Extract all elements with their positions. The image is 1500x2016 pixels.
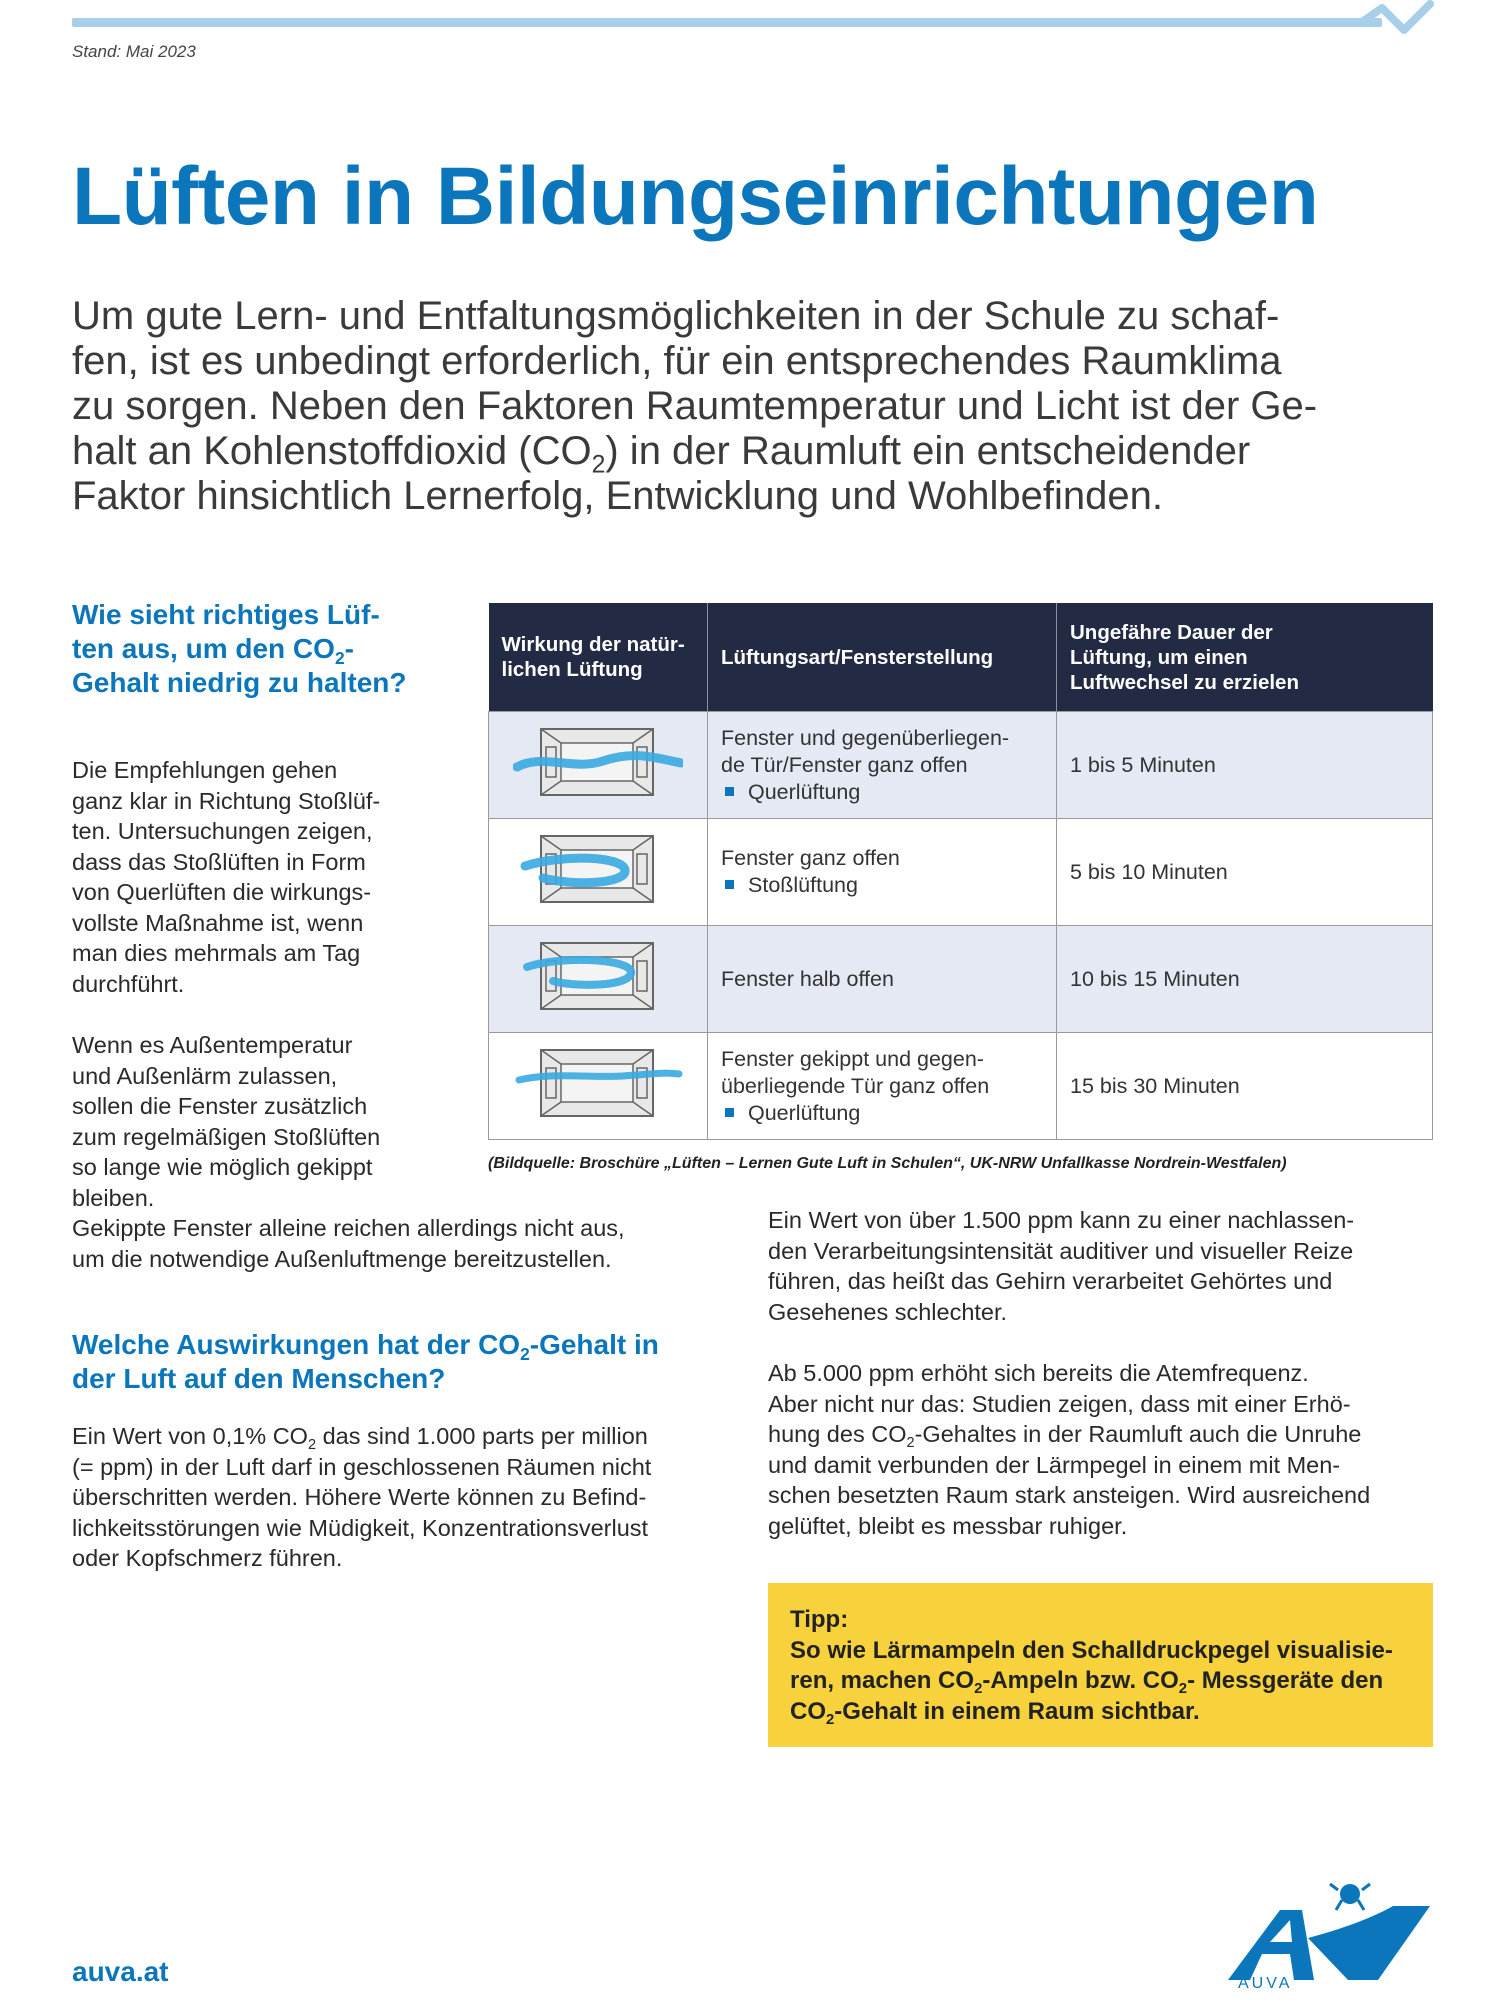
footer-url[interactable]: auva.at [72,1956,169,1987]
table-row [489,819,1433,926]
row1-duration: 1 bis 5 Minuten [1057,712,1433,819]
section1-heading: Wie sieht richtiges Lüf- ten aus, um den $CO_2-$ Gehalt niedrig zu halten? [72,599,407,698]
section2-heading: Welche Auswirkungen hat der $CO_2$-Gehalt in der Luft auf den Menschen? [72,1329,659,1394]
ventilation-table [488,603,1433,1140]
bullet-icon [725,880,734,889]
bullet-icon [725,787,734,796]
right-para2: Ab 5.000 ppm erhöht sich bereits die Atemfrequenz. Aber nicht nur das: Studien zeigen, dass mit einer Erhö- hung des $CO_2$-Gehaltes in der Raumluft auch die Unruhe und damit verbunden der Lärmpegel in einem mit Men- schen besetzten Raum stark ansteigen. Wird ausreichend gelüftet, bleibt es messbar ruhiger. [768,1360,1371,1539]
table-header-row [489,603,1433,712]
row3-duration: 10 bis 15 Minuten [1057,926,1433,1033]
bullet-icon [725,1108,734,1117]
table-row [489,1033,1433,1140]
table-header-type: Lüftungsart/Fensterstellung [708,603,1057,712]
page-title: Lüften in Bildungseinrichtungen [72,151,1319,242]
row1-type: Fenster und gegenüberliegen- de Tür/Fenster ganz offen Querlüftung [708,712,1057,819]
section1-para1: Die Empfehlungen gehen ganz klar in Richtung Stoßlüf- ten. Untersuchungen zeigen, dass das Stoßlüften in Form von Querlüften die wirkungs- vollste Maßnahme ist, wenn man dies mehrmals am Tag durchführt. [72,757,381,997]
auva-logo-icon [1218,1880,1438,1990]
section2-paragraph: Ein Wert von 0,1% $CO_2$ das sind 1.000 parts per million (= ppm) in der Luft darf in geschlossenen Räumen nicht überschritten werden. Höhere Werte können zu Befind- lichkeitsstörungen wie Müdigkeit, Konzentrationsverlust oder Kopfschmerz führen. [72,1423,652,1571]
table-header-duration: Ungefähre Dauer der Lüftung, um einen Luftwechsel zu erzielen [1057,603,1433,712]
svg-text:AUVA: AUVA [1238,1975,1293,1990]
shock-ventilation-icon [489,819,708,926]
stand-date: Stand: Mai 2023 [72,42,196,61]
row2-type: Fenster ganz offen Stoßlüftung [708,819,1057,926]
row4-type: Fenster gekippt und gegen- überliegende Tür ganz offen Querlüftung [708,1033,1057,1140]
table-row [489,712,1433,819]
tip-text: Tipp: So wie Lärmampeln den Schalldruckpegel visualisie- ren, machen $CO_2$-Ampeln bzw. $CO_2-$ Messgeräte den $CO_2$-Gehalt in einem Raum sichtbar. [790,1606,1393,1728]
cross-ventilation-icon [489,712,708,819]
intro-paragraph: Um gute Lern- und Entfaltungsmöglichkeiten in der Schule zu schaf- fen, ist es unbedingt erforderlich, für ein entsprechendes Raumklima zu sorgen. Neben den Faktoren Raumtemperatur und Licht ist der Ge- halt an Kohlenstoffdioxid $(CO_2)$ in der Raumluft ein entscheidender Faktor hinsichtlich Lernerfolg, Entwicklung und Wohlbefinden. [72,294,1318,518]
section1-para3: Gekippte Fenster alleine reichen allerdings nicht aus, um die notwendige Außenluftmenge bereitzustellen. [72,1215,625,1272]
tilted-ventilation-icon [489,1033,708,1140]
row4-duration: 15 bis 30 Minuten [1057,1033,1433,1140]
top-bar [72,18,1382,27]
table-row [489,926,1433,1033]
table-caption: (Bildquelle: Broschüre „Lüften – Lernen Gute Luft in Schulen“, UK-NRW Unfallkasse Nordrein-Westfalen) [488,1155,1287,1172]
row2-duration: 5 bis 10 Minuten [1057,819,1433,926]
right-para1: Ein Wert von über 1.500 ppm kann zu einer nachlassen- den Verarbeitungsintensität auditiver und visueller Reize führen, das heißt das Gehirn verarbeitet Gehörtes und Gesehenes schlechter. [768,1207,1355,1325]
section1-para2: Wenn es Außentemperatur und Außenlärm zulassen, sollen die Fenster zusätzlich zum regelmäßigen Stoßlüften so lange wie möglich gekippt bleiben. [72,1032,381,1211]
wave-logo-icon [1360,0,1440,40]
table-header-effect: Wirkung der natür- lichen Lüftung [489,603,708,712]
half-open-ventilation-icon [489,926,708,1033]
row3-type: Fenster halb offen [708,926,1057,1033]
